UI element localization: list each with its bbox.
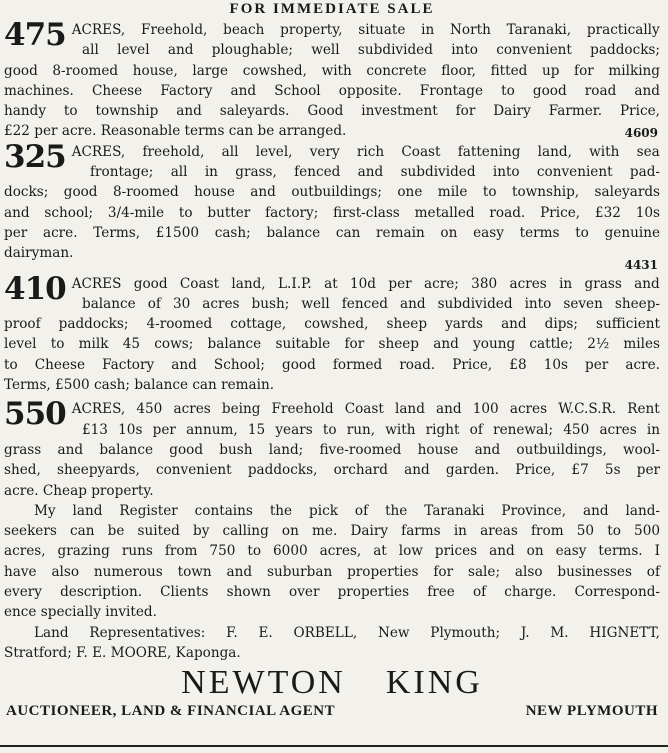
listing-lead-line: ACRES, Freehold, beach property, situate in North Taranaki, practically <box>71 22 660 38</box>
listing-line: Terms, £500 cash; balance can remain. <box>4 377 275 394</box>
listing-line: proof paddocks; 4-roomed cottage, cowshed, sheep yards and dips; sufficient <box>4 316 660 333</box>
listing-lead-line: ACRES good Coast land, L.I.P. at 10d per acre; 380 acres in grass and <box>71 275 660 292</box>
listing-line: to Cheese Factory and School; good formed road. Price, £8 10s per acre. <box>4 356 660 373</box>
listing-line: £22 per acre. Reasonable terms can be arranged. <box>4 123 347 140</box>
listing-line: docks; good 8-roomed house and outbuildings; one mile to township, saleyards <box>4 184 660 201</box>
land-register-paragraph <box>4 501 660 623</box>
land-representatives <box>4 623 660 664</box>
register-line: have also numerous town and suburban properties for sale; also businesses of <box>4 563 660 580</box>
listing-line: grass and balance good bush land; five-roomed house and outbuildings, wool- <box>4 441 660 458</box>
register-line: every description. Clients shown over properties free of charge. Correspond- <box>4 584 660 601</box>
listing-lead-line: £13 10s per annum, 15 years to run, with right of renewal; 450 acres in <box>82 421 660 438</box>
brand-name <box>4 665 660 701</box>
listing-line: and school; 3/4-mile to butter factory; first-class metalled road. Price, £32 10s <box>4 204 660 221</box>
listing-lead-line: ACRES, freehold, all level, very rich Coast fattening land, with sea <box>71 143 660 160</box>
listing-acreage-number: 475 <box>4 17 66 53</box>
listing-acreage-number: 550 <box>4 396 66 433</box>
business-description: AUCTIONEER, LAND & FINANCIAL AGENT <box>6 703 336 720</box>
listing-acreage-number: 410 <box>4 270 66 307</box>
listing-475 <box>4 17 660 140</box>
sale-heading: FOR IMMEDIATE SALE <box>229 1 435 17</box>
listing-lead-line: ACRES, 450 acres being Freehold Coast land and 100 acres W.C.S.R. Rent <box>71 401 660 418</box>
listing-line: dairyman. <box>4 245 74 262</box>
listing-reference-number: 4431 <box>624 257 658 272</box>
register-line: ence specially invited. <box>4 604 157 621</box>
listing-line: level to milk 45 cows; balance suitable for sheep and young cattle; 2½ miles <box>4 336 660 353</box>
listing-line: per acre. Terms, £1500 cash; balance can remain on easy terms to genuine <box>4 224 660 241</box>
representatives-line: Stratford; F. E. MOORE, Kaponga. <box>4 644 241 661</box>
listing-lead-line: frontage; all in grass, fenced and subdivided into convenient pad- <box>90 164 660 181</box>
brand-second-word: KING <box>385 664 483 702</box>
register-line: acres, grazing runs from 750 to 6000 acres, at low prices and on easy terms. I <box>4 543 660 560</box>
bottom-border-rule <box>0 745 668 747</box>
representatives-line: Land Representatives: F. E. ORBELL, New Plymouth; J. M. HIGNETT, <box>34 624 660 641</box>
listing-line: handy to township and saleyards. Good investment for Dairy Farmer. Price, <box>4 103 660 120</box>
listing-325 <box>4 138 660 272</box>
listing-acreage-number: 325 <box>4 138 66 175</box>
business-location: NEW PLYMOUTH <box>525 703 658 720</box>
listing-reference-number: 4609 <box>624 125 658 140</box>
listing-410 <box>4 270 660 396</box>
brand-first-word: NEWTON <box>181 664 346 702</box>
listing-lead-line: balance of 30 acres bush; well fenced and subdivided into seven sheep- <box>82 295 660 312</box>
listing-line: acre. Cheap property. <box>4 482 154 499</box>
listing-line: machines. Cheese Factory and School opposite. Frontage to good road and <box>4 82 660 99</box>
register-line: seekers can be suited by calling on me. Dairy farms in areas from 50 to 500 <box>4 523 660 540</box>
footer-line <box>4 701 660 721</box>
listing-lead-line: all level and ploughable; well subdivided into convenient paddocks; <box>82 42 660 59</box>
listing-550 <box>4 396 660 500</box>
listing-line: good 8-roomed house, large cowshed, with concrete floor, fitted up for milking <box>4 62 660 79</box>
listing-line: shed, sheepyards, convenient paddocks, orchard and garden. Price, £7 5s per <box>4 462 660 479</box>
register-line: My land Register contains the pick of the Taranaki Province, and land- <box>34 502 660 519</box>
